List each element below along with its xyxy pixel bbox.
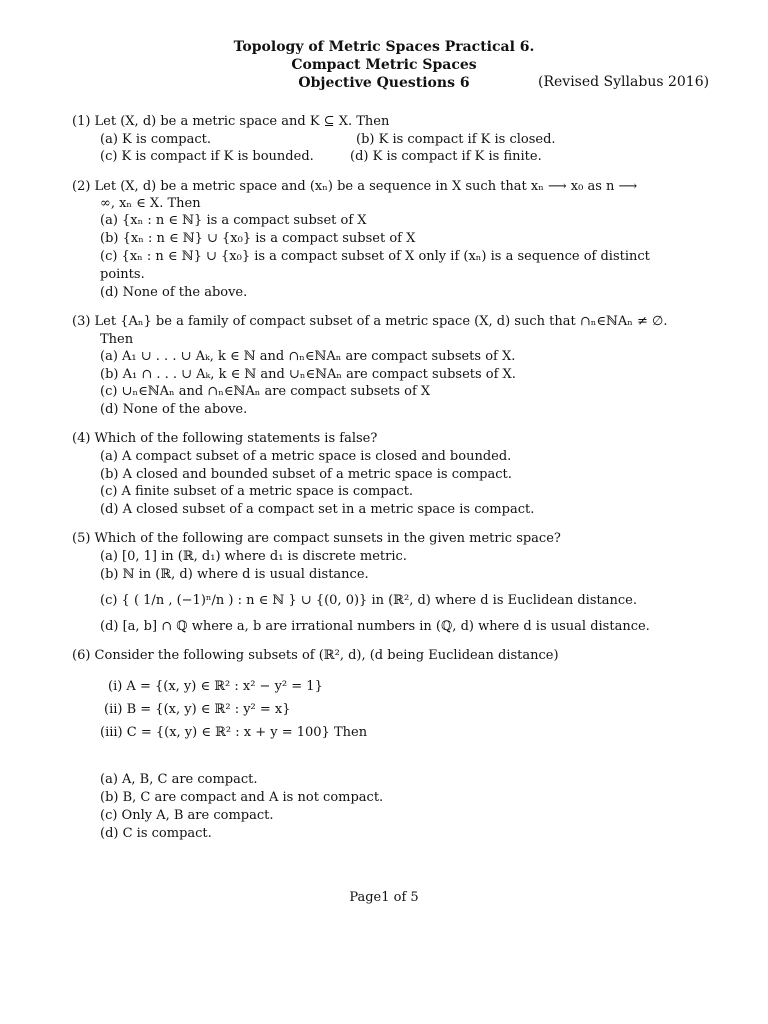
question-6-item-iii: (iii) C = {(x, y) ∈ ℝ² : x + y = 100} Then <box>100 725 368 740</box>
question-2-stem-line-1: (2) Let (X, d) be a metric space and (xₙ) be a sequence in X such that xₙ ⟶ x₀ as n ⟶ <box>72 179 638 194</box>
question-3-stem-line-2: Then <box>100 332 134 347</box>
question-1-option-d: (d) K is compact if K is finite. <box>350 149 542 164</box>
question-5-stem: (5) Which of the following are compact sunsets in the given metric space? <box>72 531 561 546</box>
document-section-title: Objective Questions 6 <box>298 75 470 91</box>
question-6-option-b: (b) B, C are compact and A is not compact. <box>100 790 384 805</box>
question-4-stem: (4) Which of the following statements is false? <box>72 431 378 446</box>
document-title: Topology of Metric Spaces Practical 6. <box>233 39 535 55</box>
question-3-option-a: (a) A₁ ∪ . . . ∪ Aₖ, k ∈ ℕ and ∩ₙ∈ℕAₙ are compact subsets of X. <box>100 349 516 364</box>
question-3-stem-line-1: (3) Let {Aₙ} be a family of compact subset of a metric space (X, d) such that ∩ₙ∈ℕAₙ ≠ ∅. <box>72 314 668 329</box>
question-2-option-a: (a) {xₙ : n ∈ ℕ} is a compact subset of X <box>100 213 367 228</box>
question-1-stem: (1) Let (X, d) be a metric space and K ⊆ X. Then <box>72 114 390 129</box>
question-2-stem-line-2: ∞, xₙ ∈ X. Then <box>100 196 201 211</box>
question-6-stem: (6) Consider the following subsets of (ℝ², d), (d being Euclidean distance) <box>72 648 559 663</box>
question-6-option-c: (c) Only A, B are compact. <box>100 808 274 823</box>
question-2-option-d: (d) None of the above. <box>100 285 248 300</box>
page-number: Page1 of 5 <box>349 890 419 905</box>
question-3-option-c: (c) ∪ₙ∈ℕAₙ and ∩ₙ∈ℕAₙ are compact subsets of X <box>100 384 431 399</box>
question-4-option-d: (d) A closed subset of a compact set in a metric space is compact. <box>100 502 535 517</box>
syllabus-note: (Revised Syllabus 2016) <box>538 74 710 90</box>
document-subtitle: Compact Metric Spaces <box>291 57 477 73</box>
question-2-option-b: (b) {xₙ : n ∈ ℕ} ∪ {x₀} is a compact subset of X <box>100 231 416 246</box>
question-2-option-c-continued: points. <box>100 267 145 282</box>
question-6-option-d: (d) C is compact. <box>100 826 212 841</box>
question-3-option-d: (d) None of the above. <box>100 402 248 417</box>
question-5-option-d: (d) [a, b] ∩ ℚ where a, b are irrational numbers in (ℚ, d) where d is usual distance. <box>100 619 650 634</box>
question-6-option-a: (a) A, B, C are compact. <box>100 772 258 787</box>
question-3-option-b: (b) A₁ ∩ . . . ∪ Aₖ, k ∈ ℕ and ∪ₙ∈ℕAₙ are compact subsets of X. <box>100 367 516 382</box>
question-2-option-c: (c) {xₙ : n ∈ ℕ} ∪ {x₀} is a compact subset of X only if (xₙ) is a sequence of distinct <box>100 249 650 264</box>
question-4-option-b: (b) A closed and bounded subset of a metric space is compact. <box>100 467 512 482</box>
question-6-item-ii: (ii) B = {(x, y) ∈ ℝ² : y² = x} <box>104 702 291 717</box>
question-5-option-b: (b) ℕ in (ℝ, d) where d is usual distance. <box>100 567 369 582</box>
question-4-option-a: (a) A compact subset of a metric space is closed and bounded. <box>100 449 512 464</box>
question-1-option-a: (a) K is compact. <box>100 132 211 147</box>
question-5-option-c: (c) { ( 1/n , (−1)ⁿ/n ) : n ∈ ℕ } ∪ {(0, 0)} in (ℝ², d) where d is Euclidean distance. <box>100 593 637 608</box>
question-1-option-c: (c) K is compact if K is bounded. <box>100 149 314 164</box>
question-6-item-i: (i) A = {(x, y) ∈ ℝ² : x² − y² = 1} <box>108 679 323 694</box>
question-4-option-c: (c) A finite subset of a metric space is compact. <box>100 484 414 499</box>
question-5-option-a: (a) [0, 1] in (ℝ, d₁) where d₁ is discrete metric. <box>100 549 407 564</box>
question-1-option-b: (b) K is compact if K is closed. <box>356 132 556 147</box>
